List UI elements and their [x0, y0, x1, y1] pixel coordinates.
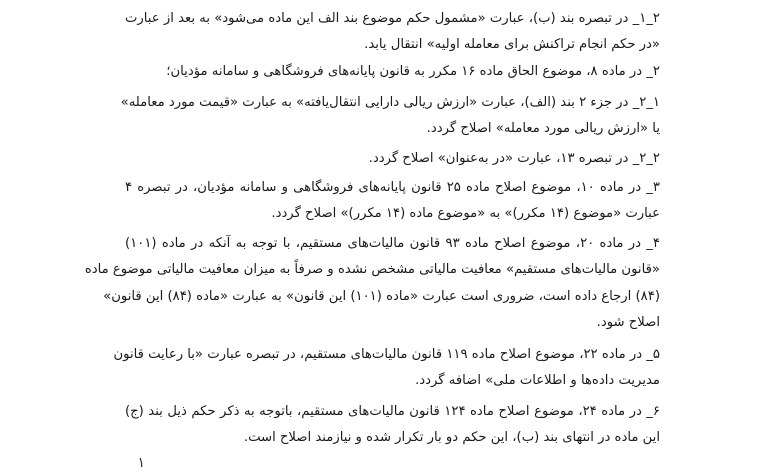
text-line: ۱_۲_ در جزء ۲ بند (الف)، عبارت «ارزش ریالی دارایی انتقال‌یافته» به عبارت «قیمت مورد معامله»	[120, 95, 660, 110]
page-mark: ۱	[137, 455, 145, 471]
text-line: اصلاح شود.	[596, 315, 660, 330]
text-line: «در حکم انجام تراکنش برای معامله اولیه» انتقال یابد.	[364, 37, 660, 52]
text-line: «قانون مالیات‌های مستقیم» معافیت مالیاتی مشخص نشده و صرفاً به میزان معافیت مالیاتی موضوع ماده	[84, 262, 660, 277]
text-line: ۲_۲_ در تبصره ۱۳، عبارت «در به‌عنوان» اصلاح گردد.	[368, 151, 660, 166]
text-line: ۴_ در ماده ۲۰، موضوع اصلاح ماده ۹۳ قانون مالیات‌های مستقیم، با توجه به آنکه در ماده (۱۰۱)	[125, 236, 660, 251]
text-line: عبارت «موضوع (۱۴ مکرر)» به «موضوع ماده (۱۴ مکرر)» اصلاح گردد.	[271, 206, 660, 221]
text-line: ۲_۱_ در تبصره بند (ب)، عبارت «مشمول حکم موضوع بند الف این ماده می‌شود» به بعد از عبارت	[125, 11, 660, 26]
text-line: ۳_ در ماده ۱۰، موضوع اصلاح ماده ۲۵ قانون پایانه‌های فروشگاهی و سامانه مؤدیان، در تبصره ۴	[125, 180, 660, 195]
text-line: ۵_ در ماده ۲۲، موضوع اصلاح ماده ۱۱۹ قانون مالیات‌های مستقیم، در تبصره عبارت «با رعایت قانون	[113, 347, 660, 362]
text-line: یا «ارزش ریالی مورد معامله» اصلاح گردد.	[426, 121, 660, 136]
text-line: این ماده در انتهای بند (ب)، این حکم دو بار تکرار شده و نیازمند اصلاح است.	[243, 430, 660, 445]
text-line: ۲_ در ماده ۸، موضوع الحاق ماده ۱۶ مکرر به قانون پایانه‌های فروشگاهی و سامانه مؤدیان؛	[166, 64, 660, 79]
text-line: ۶_ در ماده ۲۴، موضوع اصلاح ماده ۱۲۴ قانون مالیات‌های مستقیم، باتوجه به ذکر حکم ذیل بند (ج)	[125, 404, 660, 419]
text-line: مدیریت داده‌ها و اطلاعات ملی» اضافه گردد.	[415, 373, 660, 388]
text-line: (۸۴) ارجاع داده است، ضروری است عبارت «ماده (۱۰۱) این قانون» به عبارت «ماده (۸۴) این قانون»	[103, 289, 660, 304]
